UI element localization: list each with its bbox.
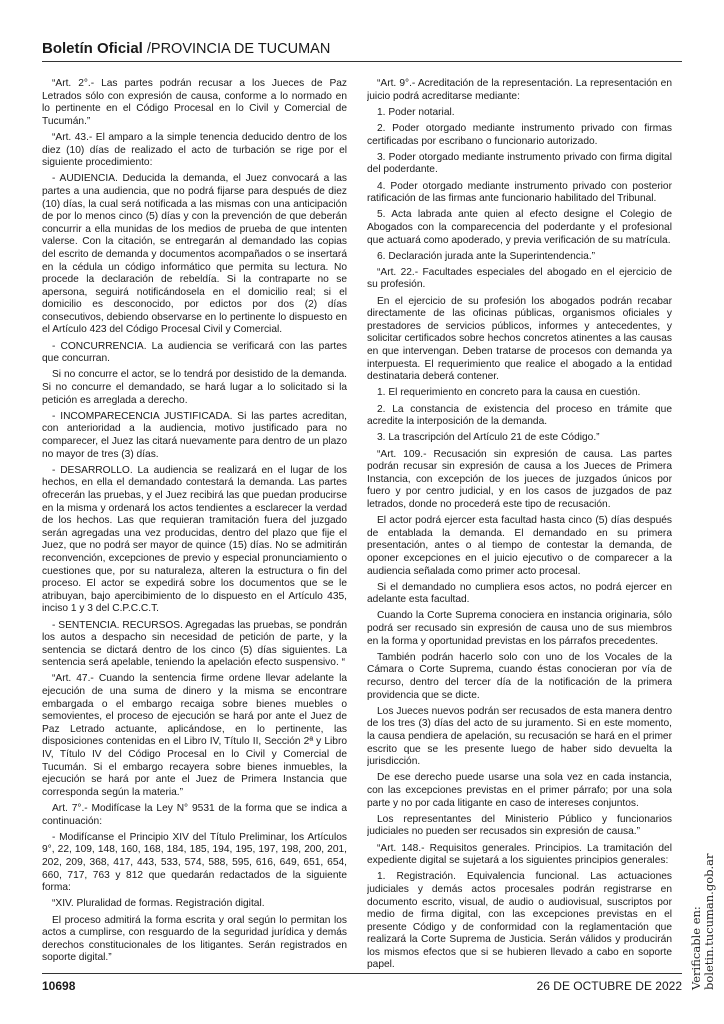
paragraph: Si no concurre el actor, se lo tendrá por desistido de la demanda. Si no concurre el demandado, se hará lugar a lo solicitado si la petición es arreglada a derecho. <box>42 369 347 406</box>
paragraph: “Art. 109.- Recusación sin expresión de causa. Las partes podrán recusar sin expresión de causa a los Jueces de Primera Instancia, con excepción de los jueces de juzgados únicos por fuero y por centro judicial, y en los casos de juzgados de paz letrados, donde no procederá este tipo de recusación. <box>367 448 672 510</box>
publication-date: 26 DE OCTUBRE DE 2022 <box>536 979 682 993</box>
paragraph: 2. La constancia de existencia del proceso en trámite que acredite la interposición de la demanda. <box>367 403 672 428</box>
page-footer <box>42 973 682 994</box>
left-text-column <box>42 78 347 978</box>
paragraph: 2. Poder otorgado mediante instrumento privado con firmas certificadas por escribano o funcionario autorizado. <box>367 122 672 147</box>
paragraph: 1. El requerimiento en concreto para la causa en cuestión. <box>377 387 641 399</box>
paragraph: 4. Poder otorgado mediante instrumento privado con posterior ratificación de las firmas ante funcionario habilitado del Tribunal. <box>367 180 672 205</box>
paragraph: En el ejercicio de su profesión los abogados podrán recabar directamente de las oficinas públicas, organismos oficiales y prestadores de servicios públicos, informes y antecedentes, y solicitar certificados sobre hechos concretos atinentes a las causas en que intervengan. Deben tratarse de procesos con demanda ya interpuesta. El requerimiento que realice el abogado a la entidad destinataria deberá contener. <box>367 295 672 383</box>
paragraph: “Art. 148.- Requisitos generales. Principios. La tramitación del expediente digital se sujetará a los siguientes principios generales: <box>367 842 672 867</box>
paragraph: - INCOMPARECENCIA JUSTIFICADA. Si las partes acreditan, con anterioridad a la audiencia, motivo justificado para no comparecer, el Juez las citará nuevamente para dentro de un plazo no mayor de tres (3) días. <box>42 410 347 460</box>
paragraph: “Art. 9°.- Acreditación de la representación. La representación en juicio podrá acreditarse mediante: <box>367 78 672 102</box>
paragraph: 1. Registración. Equivalencia funcional. Las actuaciones judiciales y demás actos procesales podrán registrarse en documento escrito, visual, de audio o audiovisual, suscriptos por medio de firma digital, con las excepciones previstas en el presente Código y de conformidad con la reglamentación que realizará la Corte Suprema de Justicia. Serán válidos y producirán los mismos efectos que si se hubieren llevado a cabo en soporte papel. <box>367 871 672 971</box>
paragraph: - AUDIENCIA. Deducida la demanda, el Juez convocará a las partes a una audiencia, que no podrá fijarse para después de diez (10) días, la cual será notificada a las mismas con una anticipación de por lo menos cinco (5) días y con la prevención de que deberán concurrir a ella munidas de los medios de prueba de que intenten valerse. Con la citación, se entregarán al demandado las copias del escrito de demanda y documentos acompañados o se insertará en la cédula un código informático que permita su lectura. No procede la declaración de rebeldía. Si la contraparte no se apersona, seguirá notificándosela en el domicilio real; si el domicilio es desconocido, por edictos por dos (2) días consecutivos, debiendo observarse en lo pertinente lo dispuesto en el Artículo 423 del Código Procesal Civil y Comercial. <box>42 173 347 336</box>
paragraph: El actor podrá ejercer esta facultad hasta cinco (5) días después de entablada la demanda. El demandado en su primera presentación, antes o al tiempo de contestar la demanda, de oponer excepciones en el juicio ejecutivo o de comparecer a la audiencia señalada como primer acto procesal. <box>367 515 672 577</box>
paragraph: - SENTENCIA. RECURSOS. Agregadas las pruebas, se pondrán los autos a despacho sin necesidad de petición de parte, y la sentencia se dictará dentro de los cinco (5) días siguientes. La sentencia será apelable, teniendo la apelación efecto suspensivo. “ <box>42 619 347 669</box>
paragraph: El proceso admitirá la forma escrita y oral según lo permitan los actos a cumplirse, con resguardo de la seguridad jurídica y demás derechos constitucionales de los litigantes. Serán registrados en soporte digital.” <box>42 914 347 964</box>
paragraph: “XIV. Pluralidad de formas. Registración digital. <box>52 898 265 910</box>
paragraph: - Modifícanse el Principio XIV del Título Preliminar, los Artículos 9°, 22, 109, 148, 160, 168, 184, 185, 194, 195, 197, 198, 200, 201, 202, 209, 368, 417, 443, 533, 574, 588, 595, 616, 649, 651, 654, 660, 717, 763 y 812 que quedarán redactados de la siguiente forma: <box>42 831 347 894</box>
paragraph: Los representantes del Ministerio Público y funcionarios judiciales no pueden ser recusados sin expresión de causa.” <box>367 813 672 838</box>
paragraph: “Art. 22.- Facultades especiales del abogado en el ejercicio de su profesión. <box>367 266 672 291</box>
paragraph: - CONCURRENCIA. La audiencia se verificará con las partes que concurran. <box>42 340 347 365</box>
verification-note <box>690 790 724 990</box>
paragraph: - DESARROLLO. La audiencia se realizará en el lugar de los hechos, en ella el demandado contestará la demanda. Las partes ofrecerán las pruebas, y el Juez recibirá las que puedan producirse en la misma y ordenará los actos tendientes a esclarecer la verdad de los hechos. Las que requieran tramitación fuera del juzgado serán agregadas una vez producidas, dentro del plazo que fije el Juez, que no podrá ser mayor de quince (15) días. No se admitirán reconvención, excepciones de previo y especial pronunciamiento o cuestiones que, por su naturaleza, alteren la estructura o fin del proceso. El actor se expedirá sobre los documentos que se le atribuyan, bajo apercibimiento de lo dispuesto en el Artículo 435, inciso 1 y 3 del C.P.C.C.T. <box>42 464 347 615</box>
page-header <box>42 39 682 62</box>
verification-label: Verificable en: <box>689 906 703 990</box>
page-number: 10698 <box>42 979 76 993</box>
paragraph: 5. Acta labrada ante quien al efecto designe el Colegio de Abogados con la comparecencia del poderdante y el profesional que actuará como apoderado, y previa verificación de su matrícula. <box>367 209 672 246</box>
paragraph: 6. Declaración jurada ante la Superintendencia.” <box>377 250 596 262</box>
paragraph: 3. Poder otorgado mediante instrumento privado con firma digital del poderdante. <box>367 151 672 176</box>
publication-title: Boletín Oficial <box>42 40 143 57</box>
paragraph: 3. La trascripción del Artículo 21 de este Código.” <box>377 432 600 444</box>
paragraph: Los Jueces nuevos podrán ser recusados de esta manera dentro de los tres (3) días del acto de su juramento. Si en este momento, la causa pendiera de apelación, su recusación se hará en el primer escrito que se les presente luego de haber sido devuelta la jurisdicción. <box>367 705 672 768</box>
paragraph: Si el demandado no cumpliera esos actos, no podrá ejercer en adelante esta facultad. <box>367 581 672 606</box>
paragraph: “Art. 2°.- Las partes podrán recusar a los Jueces de Paz Letrados sólo con expresión de causa, conforme a lo normado en lo pertinente en el Código Procesal en lo Civil y Comercial de Tucumán.” <box>42 78 347 127</box>
publication-region: /PROVINCIA DE TUCUMAN <box>146 41 331 57</box>
paragraph: “Art. 43.- El amparo a la simple tenencia deducido dentro de los diez (10) días de realizado el acto de turbación se rige por el siguiente procedimiento: <box>42 131 347 169</box>
paragraph: 1. Poder notarial. <box>377 106 455 118</box>
paragraph: Art. 7°.- Modifícase la Ley N° 9531 de la forma que se indica a continuación: <box>42 803 347 827</box>
paragraph: De ese derecho puede usarse una sola vez en cada instancia, con las excepciones previstas en el primer párrafo; por una sola parte y no por cada litigante en caso de intereses conjuntos. <box>367 772 672 809</box>
paragraph: También podrán hacerlo solo con uno de los Vocales de la Cámara o Corte Suprema, cuando éstas conocieran por vía de recurso, dentro del tercer día de la notificación de la primera providencia que se dicte. <box>367 651 672 701</box>
right-text-column <box>367 78 672 978</box>
verification-url: boletin.tucuman.gob.ar <box>702 853 716 990</box>
paragraph: Cuando la Corte Suprema conociera en instancia originaria, sólo podrá ser recusado sin expresión de causa uno de sus miembros en la forma y oportunidad previstas en los párrafos precedentes. <box>367 610 672 647</box>
paragraph: “Art. 47.- Cuando la sentencia firme ordene llevar adelante la ejecución de una suma de dinero y la misma se encontrare embargada o el embargo recaiga sobre bienes muebles o semovientes, el proceso de ejecución se hará por ante el Juez de Paz Letrado actuante, aplicándose, en lo pertinente, las disposiciones contenidas en el Libro IV, Título II, Sección 2ª y Libro IV, Título IV del Código Procesal en lo Civil y Comercial de Tucumán. Si el embargo recayera sobre bienes inmuebles, la ejecución se hará por ante el Juez de Primera Instancia que corresponda según la materia.” <box>42 673 347 798</box>
